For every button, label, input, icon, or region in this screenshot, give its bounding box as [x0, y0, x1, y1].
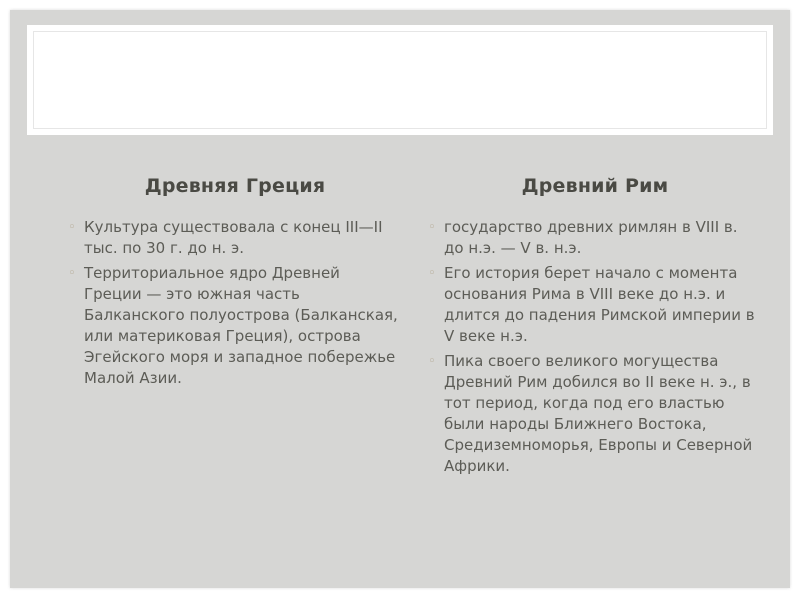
bullet-text: Его история берет начало с момента основания Рима в VIII веке до н.э. и длится до падения Римской империи в V веке н.э.: [444, 264, 755, 345]
bullet-text: Пика своего великого могущества Древний Рим добился во II веке н. э., в тот период, когда под его властью были народы Ближнего Востока, Средиземноморья, Европы и Северной Африки.: [444, 352, 753, 475]
list-item: [428, 351, 758, 477]
bullet-text: Культура существовала с конец III—II тыс. по 30 г. до н. э.: [84, 218, 383, 257]
bullet-marker: ◦: [428, 266, 436, 281]
list-item: [428, 217, 758, 259]
bullet-marker: ◦: [68, 220, 76, 235]
list-item: [428, 263, 758, 347]
title-placeholder-border: [33, 31, 767, 129]
bullet-text: Территориальное ядро Древней Греции — это южная часть Балканского полуострова (Балканская, или материковая Греция), острова Эгейского моря и западное побережье Малой Азии.: [84, 264, 398, 387]
bullet-text: государство древних римлян в VIII в. до н.э. — V в. н.э.: [444, 218, 738, 257]
greece-bullet-list: [68, 217, 398, 393]
title-placeholder: [27, 25, 773, 135]
column-heading-ancient-greece: Древняя Греция: [144, 175, 326, 197]
bullet-marker: ◦: [68, 266, 76, 281]
column-heading-ancient-rome: Древний Рим: [521, 175, 669, 197]
bullet-marker: ◦: [428, 354, 436, 369]
list-item: [68, 263, 398, 389]
bullet-marker: ◦: [428, 220, 436, 235]
list-item: [68, 217, 398, 259]
slide: [10, 10, 790, 588]
rome-bullet-list: [428, 217, 758, 481]
